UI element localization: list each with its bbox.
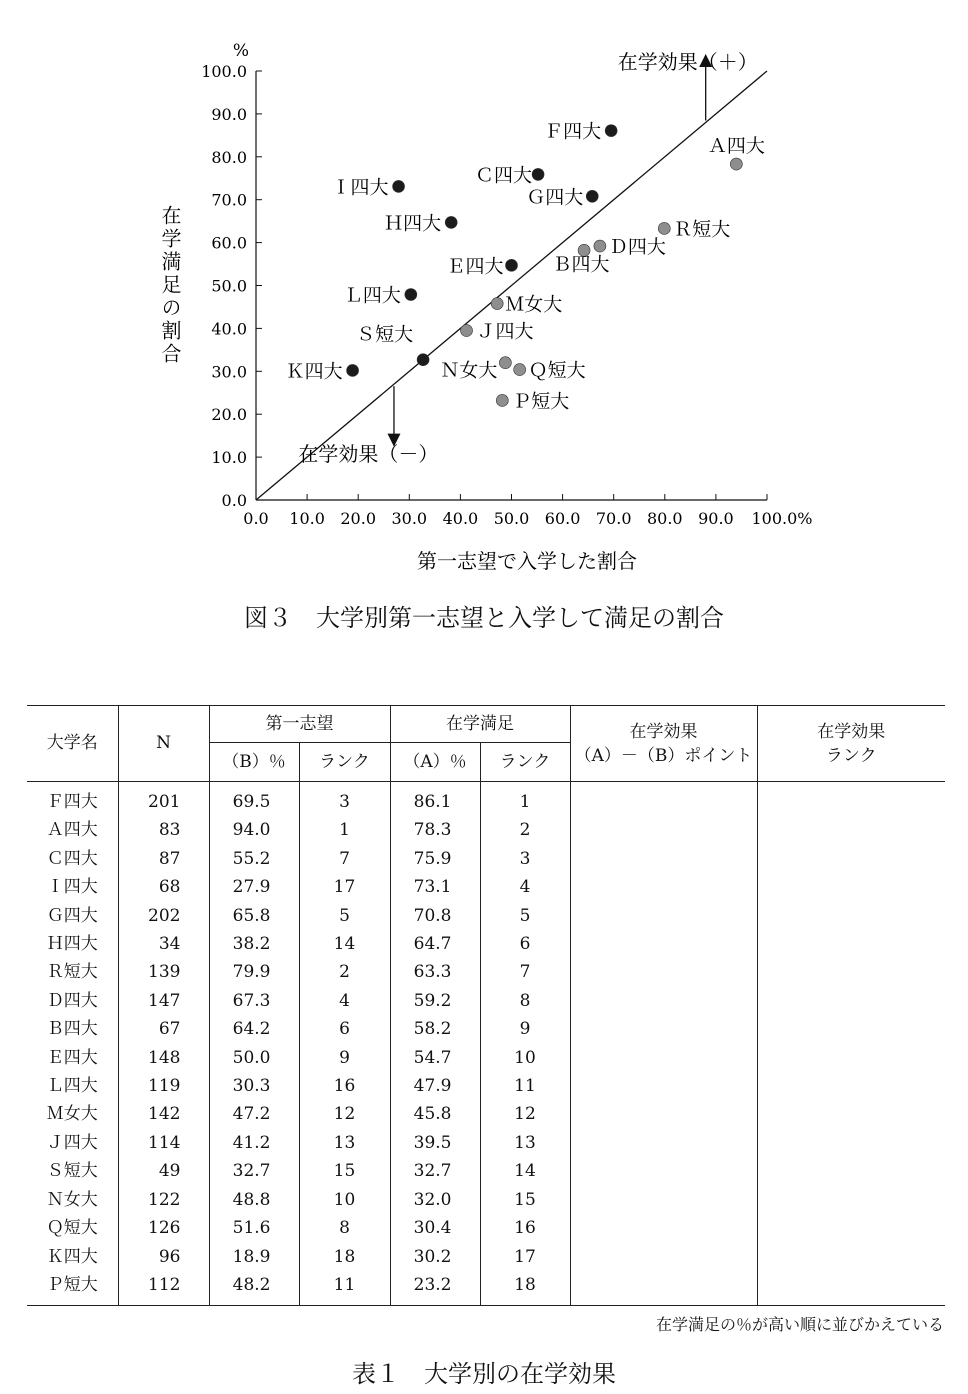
cell-b-rank: 18 [299, 1243, 390, 1271]
data-point-label: Ｆ四大 [544, 120, 602, 143]
effect-plus-label: 在学効果（＋） [617, 49, 758, 74]
cell-effect-rank [757, 1186, 945, 1214]
cell-n: 83 [118, 816, 209, 844]
cell-effect [570, 1044, 757, 1072]
table-row [27, 1214, 945, 1242]
cell-effect [570, 902, 757, 930]
data-point [347, 364, 359, 376]
header-effect-line1: 在学効果 [629, 721, 698, 742]
cell-b-pct: 27.9 [209, 873, 299, 901]
data-point-label: Ｈ四大 [384, 212, 442, 235]
cell-a-rank: 10 [480, 1044, 570, 1072]
cell-a-rank: 5 [480, 902, 570, 930]
data-point [506, 259, 518, 271]
y-tick-label: 90.0 [211, 104, 247, 124]
cell-n: 112 [118, 1271, 209, 1306]
data-point-label: Ａ四大 [707, 135, 765, 158]
cell-effect [570, 930, 757, 958]
x-tick-label: 40.0 [442, 509, 479, 528]
data-point-label: Ｃ四大 [475, 164, 533, 187]
x-tick-label: 60.0 [544, 509, 581, 528]
cell-university: Ａ四大 [46, 820, 98, 841]
cell-b-rank: 2 [299, 958, 390, 986]
table-row [27, 1072, 945, 1100]
y-tick-label: 80.0 [211, 147, 247, 167]
cell-b-rank: 5 [299, 902, 390, 930]
data-point-label: Ｐ短大 [512, 390, 570, 413]
cell-b-pct: 79.9 [209, 958, 299, 986]
cell-effect [570, 1157, 757, 1185]
data-point-label: Ｋ四大 [285, 360, 343, 383]
cell-b-rank: 12 [299, 1100, 390, 1128]
cell-effect [570, 1015, 757, 1043]
y-tick-label: 0.0 [221, 491, 247, 510]
cell-effect [570, 1100, 757, 1128]
table-row [27, 987, 945, 1015]
cell-university: Ｐ短大 [46, 1274, 98, 1295]
cell-a-rank: 14 [480, 1157, 570, 1185]
table-note: 在学満足の％が高い順に並びかえている [655, 1315, 944, 1334]
cell-university: Ｒ短大 [46, 962, 98, 983]
table-row [27, 1129, 945, 1157]
data-point [658, 222, 670, 234]
cell-a-pct: 75.9 [390, 845, 480, 873]
cell-university: Ｈ四大 [46, 934, 98, 955]
cell-effect [570, 816, 757, 844]
data-point [496, 394, 508, 406]
cell-effect-rank [757, 782, 945, 817]
cell-effect [570, 958, 757, 986]
table-row [27, 1100, 945, 1128]
cell-b-pct: 69.5 [209, 782, 299, 817]
y-tick-label: 40.0 [211, 319, 247, 339]
cell-b-pct: 64.2 [209, 1015, 299, 1043]
cell-university: Ｄ四大 [46, 990, 98, 1011]
cell-b-rank: 17 [299, 873, 390, 901]
cell-b-rank: 8 [299, 1214, 390, 1242]
cell-n: 201 [118, 782, 209, 817]
cell-university: Ｍ女大 [46, 1104, 98, 1125]
data-point-label: Ｑ短大 [528, 359, 586, 382]
cell-a-pct: 30.2 [390, 1243, 480, 1271]
cell-b-pct: 94.0 [209, 816, 299, 844]
data-point-label: Ｄ四大 [608, 236, 666, 259]
y-tick-label: 10.0 [211, 448, 247, 468]
table-row [27, 1243, 945, 1271]
x-tick-label: 10.0 [289, 509, 325, 528]
x-tick-label: 90.0 [698, 509, 734, 528]
cell-n: 147 [118, 987, 209, 1015]
table-row [27, 1186, 945, 1214]
x-axis-label: 第一志望で入学した割合 [417, 549, 637, 573]
header-effect-rank-line1: 在学効果 [817, 721, 886, 742]
header-b-pct: （B）％ [209, 743, 299, 782]
cell-b-pct: 18.9 [209, 1243, 299, 1271]
header-effect-line2: （A）－（B）ポイント [574, 745, 753, 766]
table-row [27, 958, 945, 986]
cell-a-rank: 13 [480, 1129, 570, 1157]
cell-b-rank: 1 [299, 816, 390, 844]
table-caption: 表１ 大学別の在学効果 [352, 1360, 616, 1388]
cell-b-rank: 16 [299, 1072, 390, 1100]
cell-effect-rank [757, 845, 945, 873]
results-table [27, 705, 945, 1306]
x-tick-label: 70.0 [595, 509, 632, 528]
cell-a-pct: 59.2 [390, 987, 480, 1015]
cell-effect [570, 1186, 757, 1214]
x-tick-label: 100.0% [751, 509, 813, 528]
cell-effect-rank [757, 958, 945, 986]
y-axis-label: 在学満足の割合 [158, 205, 182, 366]
cell-a-rank: 18 [480, 1271, 570, 1306]
cell-n: 126 [118, 1214, 209, 1242]
cell-a-rank: 16 [480, 1214, 570, 1242]
cell-a-pct: 63.3 [390, 958, 480, 986]
table-row [27, 1157, 945, 1185]
header-satisfaction: 在学満足 [390, 706, 570, 743]
cell-b-pct: 55.2 [209, 845, 299, 873]
data-point [514, 364, 526, 376]
cell-effect-rank [757, 1243, 945, 1271]
cell-a-pct: 58.2 [390, 1015, 480, 1043]
cell-a-rank: 11 [480, 1072, 570, 1100]
cell-university: Ｑ短大 [46, 1218, 98, 1239]
cell-university: Ｎ女大 [46, 1189, 98, 1210]
cell-effect-rank [757, 1072, 945, 1100]
header-b-rank: ランク [299, 743, 390, 782]
cell-a-pct: 30.4 [390, 1214, 480, 1242]
x-tick-label: 80.0 [646, 509, 683, 528]
table-row [27, 902, 945, 930]
cell-university: Ｂ四大 [46, 1019, 98, 1040]
scatter-chart [0, 0, 968, 590]
cell-a-rank: 3 [480, 845, 570, 873]
table-row [27, 1015, 945, 1043]
cell-n: 142 [118, 1100, 209, 1128]
cell-b-rank: 4 [299, 987, 390, 1015]
data-point [491, 298, 503, 310]
cell-university: Ｇ四大 [46, 905, 98, 926]
data-point-label: Ｒ短大 [673, 218, 731, 241]
table-row [27, 1271, 945, 1306]
data-point-label: Ｍ女大 [505, 293, 563, 316]
cell-university: Ｓ短大 [46, 1161, 98, 1182]
cell-b-rank: 7 [299, 845, 390, 873]
cell-n: 119 [118, 1072, 209, 1100]
cell-b-pct: 47.2 [209, 1100, 299, 1128]
cell-a-pct: 32.0 [390, 1186, 480, 1214]
cell-b-pct: 38.2 [209, 930, 299, 958]
cell-effect-rank [757, 1129, 945, 1157]
cell-effect [570, 782, 757, 817]
cell-university: Ｊ四大 [46, 1132, 98, 1153]
y-tick-label: 20.0 [211, 405, 247, 425]
cell-university: Ｅ四大 [46, 1047, 98, 1068]
cell-n: 34 [118, 930, 209, 958]
figure-caption: 図３ 大学別第一志望と入学して満足の割合 [244, 604, 724, 632]
cell-n: 148 [118, 1044, 209, 1072]
data-point-label: Ｂ四大 [552, 253, 610, 276]
cell-b-rank: 11 [299, 1271, 390, 1306]
cell-b-pct: 48.8 [209, 1186, 299, 1214]
cell-a-rank: 7 [480, 958, 570, 986]
cell-n: 67 [118, 1015, 209, 1043]
table-row [27, 873, 945, 901]
cell-effect [570, 1271, 757, 1306]
cell-b-pct: 51.6 [209, 1214, 299, 1242]
cell-university: Ｆ四大 [46, 792, 98, 812]
cell-effect [570, 1214, 757, 1242]
cell-effect-rank [757, 1214, 945, 1242]
table-row [27, 816, 945, 844]
cell-university: Ｌ四大 [46, 1076, 98, 1097]
data-point [393, 180, 405, 192]
cell-a-rank: 1 [480, 782, 570, 817]
cell-effect-rank [757, 1015, 945, 1043]
header-effect-rank-line2: ランク [825, 745, 877, 766]
cell-a-rank: 8 [480, 987, 570, 1015]
cell-b-pct: 67.3 [209, 987, 299, 1015]
cell-n: 96 [118, 1243, 209, 1271]
cell-a-pct: 45.8 [390, 1100, 480, 1128]
cell-a-rank: 6 [480, 930, 570, 958]
cell-a-pct: 78.3 [390, 816, 480, 844]
cell-effect-rank [757, 1100, 945, 1128]
cell-effect-rank [757, 1157, 945, 1185]
cell-effect [570, 1243, 757, 1271]
cell-university: Ｃ四大 [46, 848, 98, 869]
cell-a-pct: 73.1 [390, 873, 480, 901]
cell-effect [570, 1072, 757, 1100]
y-tick-label: 50.0 [211, 276, 247, 296]
data-point-label: Ｇ四大 [526, 186, 584, 209]
cell-n: 114 [118, 1129, 209, 1157]
cell-a-pct: 86.1 [390, 782, 480, 817]
cell-effect-rank [757, 816, 945, 844]
data-point [499, 357, 511, 369]
data-point-label: Ｎ女大 [440, 359, 498, 382]
header-university: 大学名 [27, 706, 118, 782]
cell-b-rank: 15 [299, 1157, 390, 1185]
header-effect [570, 706, 757, 782]
header-a-pct: （A）％ [390, 743, 480, 782]
data-point-label: Ｅ四大 [446, 255, 504, 278]
cell-effect [570, 1129, 757, 1157]
table-row [27, 1044, 945, 1072]
header-effect-rank [757, 706, 945, 782]
cell-b-rank: 13 [299, 1129, 390, 1157]
cell-b-rank: 3 [299, 782, 390, 817]
header-a-rank: ランク [480, 743, 570, 782]
cell-a-pct: 39.5 [390, 1129, 480, 1157]
cell-n: 87 [118, 845, 209, 873]
cell-a-pct: 70.8 [390, 902, 480, 930]
table-row [27, 845, 945, 873]
cell-b-pct: 48.2 [209, 1271, 299, 1306]
cell-b-pct: 32.7 [209, 1157, 299, 1185]
cell-a-pct: 47.9 [390, 1072, 480, 1100]
data-point [445, 216, 457, 228]
cell-n: 68 [118, 873, 209, 901]
y-tick-label: 100.0 [201, 62, 247, 81]
cell-effect-rank [757, 930, 945, 958]
data-point [461, 325, 473, 337]
x-tick-label: 30.0 [391, 509, 428, 528]
data-point [586, 190, 598, 202]
data-point [417, 354, 429, 366]
header-first-choice: 第一志望 [209, 706, 390, 743]
cell-effect [570, 845, 757, 873]
cell-effect-rank [757, 1271, 945, 1306]
effect-minus-label: 在学効果（－） [298, 441, 439, 466]
cell-a-pct: 64.7 [390, 930, 480, 958]
cell-university: Ｋ四大 [46, 1246, 98, 1267]
cell-a-rank: 12 [480, 1100, 570, 1128]
data-point-label: Ｌ四大 [343, 284, 401, 307]
cell-a-pct: 32.7 [390, 1157, 480, 1185]
cell-effect-rank [757, 1044, 945, 1072]
cell-a-rank: 4 [480, 873, 570, 901]
cell-a-pct: 54.7 [390, 1044, 480, 1072]
cell-a-rank: 17 [480, 1243, 570, 1271]
cell-b-rank: 10 [299, 1186, 390, 1214]
data-point [730, 158, 742, 170]
cell-n: 202 [118, 902, 209, 930]
table-row [27, 782, 945, 817]
cell-b-rank: 14 [299, 930, 390, 958]
cell-b-rank: 9 [299, 1044, 390, 1072]
x-tick-label: 20.0 [340, 509, 377, 528]
data-point [532, 168, 544, 180]
cell-effect-rank [757, 873, 945, 901]
cell-b-pct: 41.2 [209, 1129, 299, 1157]
cell-b-rank: 6 [299, 1015, 390, 1043]
y-tick-label: 30.0 [211, 362, 247, 382]
y-tick-label: 60.0 [211, 233, 247, 253]
x-tick-label: 0.0 [243, 509, 269, 528]
data-point-label: Ｊ四大 [476, 320, 534, 343]
data-point-label: Ｓ短大 [356, 323, 414, 346]
cell-a-rank: 2 [480, 816, 570, 844]
data-point [405, 289, 417, 301]
cell-b-pct: 50.0 [209, 1044, 299, 1072]
cell-n: 49 [118, 1157, 209, 1185]
data-point-label: Ｉ四大 [331, 176, 389, 199]
table-row [27, 930, 945, 958]
header-n: N [118, 706, 209, 782]
cell-b-pct: 65.8 [209, 902, 299, 930]
cell-a-pct: 23.2 [390, 1271, 480, 1306]
cell-effect [570, 987, 757, 1015]
cell-a-rank: 15 [480, 1186, 570, 1214]
cell-effect-rank [757, 902, 945, 930]
data-point [594, 240, 606, 252]
cell-n: 139 [118, 958, 209, 986]
reference-line [256, 71, 767, 500]
y-unit-label: % [232, 41, 250, 61]
cell-effect-rank [757, 987, 945, 1015]
x-tick-label: 50.0 [493, 509, 530, 528]
cell-b-pct: 30.3 [209, 1072, 299, 1100]
cell-a-rank: 9 [480, 1015, 570, 1043]
cell-effect [570, 873, 757, 901]
cell-university: Ｉ四大 [46, 877, 98, 898]
data-point [605, 125, 617, 137]
cell-n: 122 [118, 1186, 209, 1214]
y-tick-label: 70.0 [211, 190, 247, 210]
